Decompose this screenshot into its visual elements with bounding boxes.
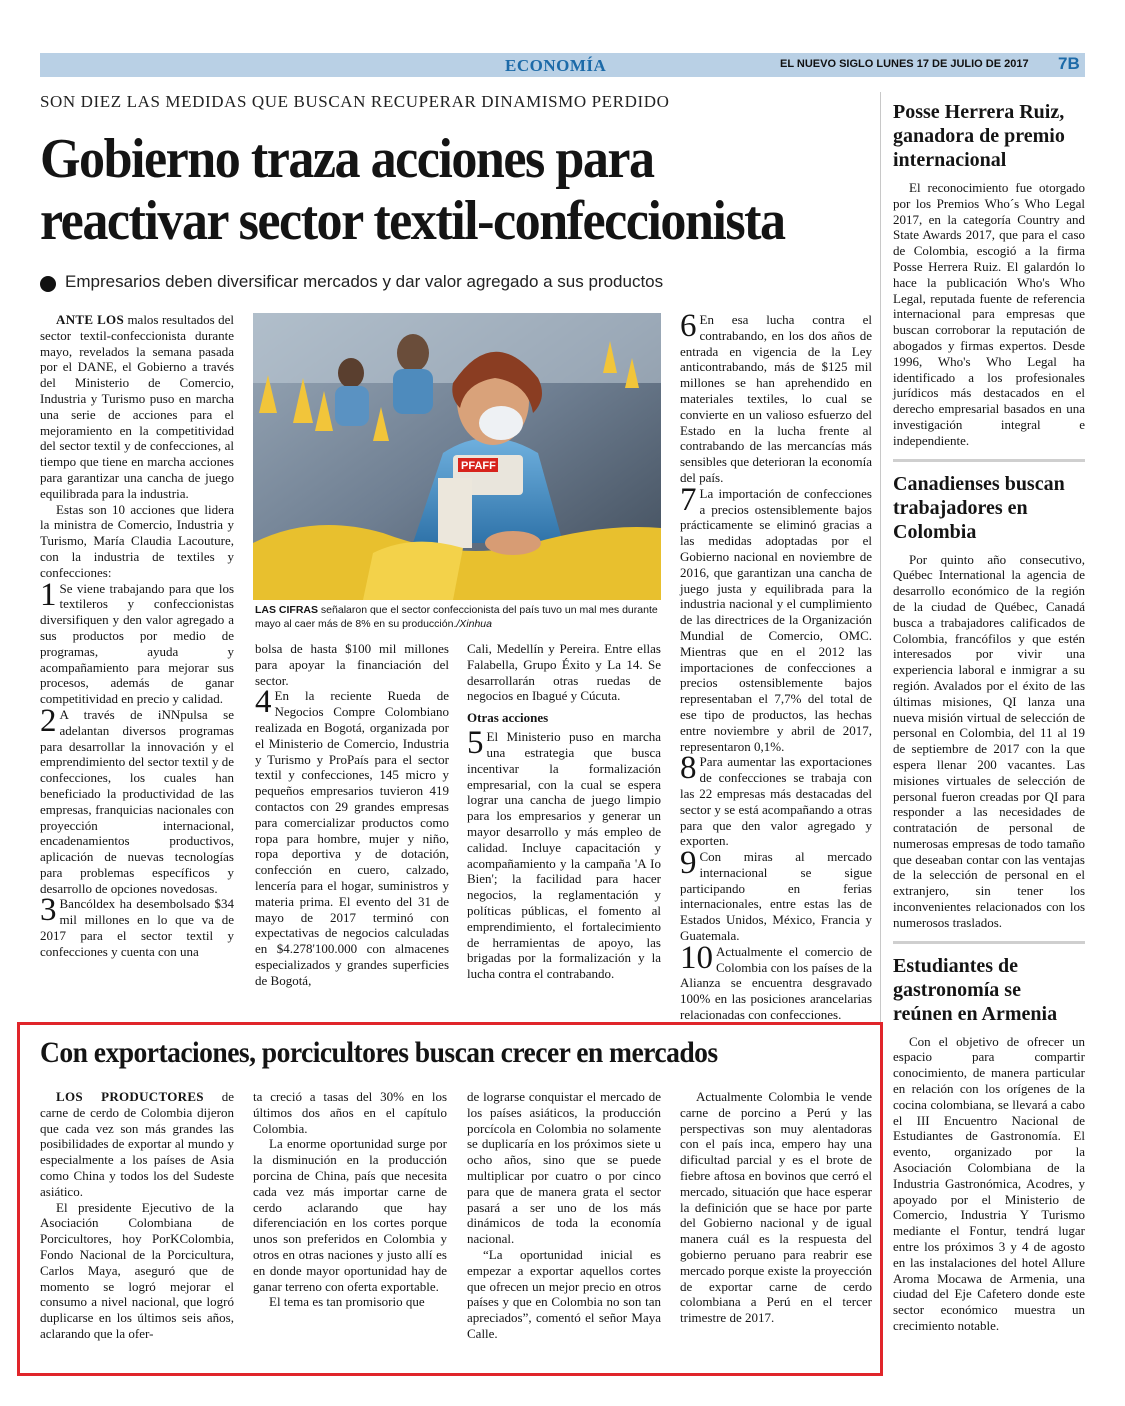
- action-item-9: [680, 845, 872, 944]
- item-text: Con miras al mercado internacional se sigue participando en ferias internacionales, entre estas las de Estados Unidos, México, Francia y Guatemala.: [680, 849, 872, 944]
- action-item-1: [40, 576, 234, 707]
- action-item-6: [680, 308, 872, 486]
- brief-canadienses: [893, 472, 1085, 931]
- item-number: 9: [680, 845, 697, 882]
- photo-credit: /Xinhua: [456, 617, 492, 630]
- action-item-3: [40, 892, 234, 959]
- pork-paragraph: La enorme oportunidad surge por la disminución en la producción porcina de China, país que necesita cada vez más importar carne de cerdo aclarando que hay diferenciación en los cortes porque unos son preferidos en Colombia y otros en otras naciones y justo allí es en donde mayor oportunidad hay de ganar terreno con oferta exportable.: [253, 1136, 447, 1294]
- action-item-2: [40, 702, 234, 897]
- pork-paragraph: “La oportunidad inicial es empezar a exportar aquellos cortes que ofrecen un mejor precio en otros países y que en Colombia no son tan apreciados”, comentó el señor Maya Calle.: [467, 1246, 661, 1341]
- pork-paragraph: El presidente Ejecutivo de la Asociación Colombiana de Porcicultores, hoy PorKColombia, Fondo Nacional de la Porcicultura, Carlos Maya, aseguró que de momento se logró mejorar el consumo a nivel nacional, que logró duplicarse en los últimos seis años, aclarando que la ofer-: [40, 1199, 234, 1341]
- caption-lead: LAS CIFRAS: [255, 604, 318, 616]
- pork-paragraph: El tema es tan promisorio que: [269, 1294, 425, 1310]
- caption-text: señalaron que el sector confeccionista del país tuvo un mal mes durante mayo al caer más de 8% en su producción.: [255, 604, 658, 630]
- item-number: 6: [680, 308, 697, 344]
- pork-column-1: [40, 1089, 234, 1342]
- bullet-icon: [40, 276, 56, 292]
- item-text: La importación de confecciones a precios ostensiblemente bajos prácticamente se eliminó gracias a las medidas adoptadas por el Gobierno nacional en noviembre de 2016, que garantizan una cancha de juego justa y equilibrada para la industria nacional y el cumplimiento de las directrices de la Organización Mundial de Comercio, OMC. Mientras que en el 2012 las importaciones de confecciones a precios ostensiblemente bajos representaban el 7,7% del total de ese tipo de productos, las hechas entre noviembre y abril de 2017, representaron 0,1%.: [680, 485, 872, 754]
- item-text: Bancóldex ha desembolsado $34 mil millones en lo que va de 2017 para el sector textil y confecciones y cuenta con una: [40, 896, 234, 959]
- brief-body: Por quinto año consecutivo, Québec International la agencia de desarrollo económico de la región de la ciudad de Québec, Canadá busca a trabajadores calificados de Colombia, francófilos y que estén interesados por vivir una experiencia laboral e inmigrar a su región. Avalados por el éxito de las últimas misiones, QI lanza una nueva misión virtual de selección de personal en Colombia, del 11 al 19 de septiembre de 2017 con la que espera llenar 200 vacantes. Las misiones virtuales de selección de personal fueron creadas por QI para responder a las necesidades de contratación de personal de numerosas empresas de todo tamaño que deseaban contar con las ventajas de la selección de personal en el extranjero, sin tener los inconvenientes relacionados con los numerosos traslados.: [893, 551, 1085, 930]
- item-number: 4: [255, 684, 272, 721]
- brief-gastronomia: [893, 954, 1085, 1334]
- item-text: Se viene trabajando para que los textileros y confeccionistas diversifiquen y den valor agregado a sus productos por medio de programas, ayuda y acompañamiento para mejorar sus procesos, además de ganar competitividad en precio y calidad.: [40, 580, 234, 707]
- article-column-4: [680, 308, 872, 1023]
- article-kicker: SON DIEZ LAS MEDIDAS QUE BUSCAN RECUPERAR DINAMISMO PERDIDO: [40, 92, 670, 111]
- item-text: Actualmente el comercio de Colombia con los países de la Alianza se encuentra desgravado 100% en las posiciones arancelarias relacionadas con confecciones.: [680, 943, 872, 1023]
- item-number: 1: [40, 576, 57, 613]
- item-number: 3: [40, 892, 57, 929]
- pork-paragraph: ta creció a tasas del 30% en los últimos dos años en el capítulo Colombia.: [253, 1089, 447, 1136]
- item-number: 7: [680, 481, 697, 518]
- action-item-7: [680, 481, 872, 755]
- lead-caps: LOS PRODUCTORES: [56, 1089, 204, 1104]
- item-4-continued: Cali, Medellín y Pereira. Entre ellas Falabella, Grupo Éxito y La 14. Se desarrollarán otras ruedas de negocios en Ibagué y Cúcuta.: [467, 641, 661, 704]
- photo-caption: [255, 604, 660, 631]
- article-headline: [40, 128, 812, 252]
- sidebar: [893, 100, 1085, 1334]
- pork-paragraph: Actualmente Colombia le vende carne de porcino a Perú y las perspectivas son muy alentadoras con el país inca, empero hay una dificultad parcial y es el brote de fiebre aftosa en bovinos que cerró el mercado, situación que hace esperar la definición que se hace por parte del Gobierno nacional y de igual manera cuál es la respuesta del gobierno peruano para reabrir ese mercado porque existe la proyección de exportar carne de cerdo colombiana a Perú en el tercer trimestre de 2017.: [680, 1089, 872, 1326]
- brief-title: Posse Herrera Ruiz, ganadora de premio internacional: [893, 101, 1065, 171]
- item-text: En esa lucha contra el contrabando, en los dos años de entrada en vigencia de la Ley anticontrabando, más de $125 mil millones se han aprehendido en materiales textiles, lo cual se convierte en un valioso esfuerzo del Estado en la lucha frente al contrabando de las mercancías más sensibles que deterioran la economía del país.: [680, 312, 872, 485]
- item-3-continued: bolsa de hasta $100 mil millones para apoyar la financiación del sector.: [255, 641, 449, 688]
- machine-brand: PFAFF: [461, 460, 496, 472]
- brief-title: Estudiantes de gastronomía se reúnen en Armenia: [893, 954, 1058, 1025]
- section-label: ECONOMÍA: [505, 56, 607, 75]
- page-number: 7B: [1058, 54, 1080, 73]
- pork-column-3: [467, 1089, 661, 1342]
- brief-separator: [893, 459, 1085, 462]
- article-column-2: [255, 641, 449, 989]
- brief-posse-herrera: [893, 100, 1085, 449]
- item-text: Para aumentar las exportaciones de confecciones se trabaja con las 22 empresas más destacadas del sector y se está acompañando a otras para que den valor agregado y exporten.: [680, 754, 872, 849]
- headline-line-2: reactivar sector textil-confeccionista: [40, 190, 785, 252]
- brief-separator: [893, 941, 1085, 944]
- item-number: 10: [680, 939, 713, 976]
- item-number: 5: [467, 725, 484, 762]
- brief-body: Con el objetivo de ofrecer un espacio para compartir conocimiento, de manera particular en relación con los orígenes de la cocina colombiana, se llevará a cabo el III Encuentro Nacional de Estudiantes de Gastronomía. El evento, organizado por la Asociación Colombiana de la Industria Gastronómica, Acodres, y apoyado por el Ministerio de Comercio, Industria Y Turismo mediante el Fontur, tendrá lugar entre los próximos 3 y 4 de agosto en las instalaciones del hotel Allure Aroma Mocawa de Armenia, una ciudad del Eje Cafetero donde este sector económico muestra un crecimiento notable.: [893, 1033, 1085, 1334]
- other-actions-heading: Otras acciones: [467, 710, 549, 726]
- brief-body: El reconocimiento fue otorgado por los Premios Who´s Who Legal 2017, en la categoría Country and State Awards 2017, que para el caso de Colombia, escogió a la firma Posse Herrera Ruiz. El galardón lo hace la publicación Who's Who Legal, reputada fuente de referencia internacional para empresas que buscan corroborar la reputación de abogados y firmas expertos. Desde 1996, Who's Who Legal ha identificado a los profesionales jurídicos más destacados en el derecho empresarial basados en una investigación integral e independiente.: [893, 180, 1085, 448]
- item-number: 2: [40, 702, 57, 739]
- pork-column-4: [680, 1089, 872, 1326]
- article-intro: [40, 312, 234, 502]
- pork-intro: [40, 1089, 234, 1200]
- article-column-1: [40, 312, 234, 960]
- lead-caps: ANTE LOS: [56, 312, 124, 327]
- headline-line-1: Gobierno traza acciones para: [40, 128, 654, 190]
- action-item-8: [680, 750, 872, 849]
- item-text: En la reciente Rueda de Negocios Compre Colombiano realizada en Bogotá, organizada por el Ministerio de Comercio, Industria y Turismo y ProPaís para el sector textil y confecciones, 145 micro y pequeños empresarios tuvieron 419 contactos con 29 grandes empresas para comercializar productos como ropa para hombre, mujer y niño, ropa deportiva y de dotación, confección en cuero, calzado, lencería para el hogar, suministros y materia prima. El evento del 31 de mayo de 2017 terminó con expectativas de negocios calculadas en $4.278'100.000 con almacenes especializados y grandes superficies de Bogotá,: [255, 688, 449, 988]
- item-number: 8: [680, 750, 697, 787]
- article-column-3: [467, 641, 661, 982]
- factory-photo: [253, 313, 661, 600]
- seamstress-image: [253, 313, 661, 600]
- article-intro-2: Estas son 10 acciones que lidera la ministra de Comercio, Industria y Turismo, María Claudia Lacouture, con la industria de textiles y confecciones:: [40, 501, 234, 580]
- action-item-4: [255, 684, 449, 988]
- intro-text: malos resultados del sector textil-confeccionista durante mayo, revelados la semana pasada por el DANE, el Gobierno a través del Ministerio de Comercio, Industria y Turismo puso en marcha una serie de acciones para el mejoramiento en la competitividad del sector textil y de confecciones, al tiempo que tiene en marcha acciones para garantizar una cancha de juego equilibrada para la industria.: [40, 312, 234, 501]
- intro-text: de carne de cerdo de Colombia dijeron que cada vez son más grandes las posibilidades de exportar al mundo y especialmente a los países de Asia como China y todos los del Sudeste asiático.: [40, 1089, 234, 1199]
- item-text: El Ministerio puso en marcha una estrategia que busca incentivar la formalización empresarial, con la cual se espera lograr una cancha de juego limpio para los empresarios y generar un mayor desarrollo y más empleo de calidad. Incluye capacitación y acompañamiento y la campaña 'A Io Bien'; la facilidad para hacer negocios, la reglamentación y políticas públicas, el fomento al emprendimiento, el fortalecimiento de herramientas de apoyo, las brigadas por la formalización y la lucha contra el contrabando.: [467, 729, 661, 982]
- pork-article-title: Con exportaciones, porcicultores buscan crecer en mercados: [40, 1036, 718, 1069]
- newspaper-date: EL NUEVO SIGLO LUNES 17 DE JULIO DE 2017: [780, 58, 1029, 70]
- item-text: A través de iNNpulsa se adelantan diversos programas para desarrollar la innovación y el emprendimiento del sector textil y de confecciones, los cuales han beneficiado la productividad de las empresas, franquicias nacionales con proyección internacional, encadenamientos productivos, aplicación de nuevas tecnologías para problemas específicos y desarrollo de opciones novedosas.: [40, 706, 234, 896]
- brief-title: Canadienses buscan trabajadores en Colombia: [893, 472, 1065, 543]
- pork-paragraph: de lograrse conquistar el mercado de los países asiáticos, la producción porcícola en Colombia no solamente se duplicaría en los próximos siete u ocho años, sino que se puede multiplicar por cuatro o por cinco para que de manera grata el sector pasará a ser uno de los más dinámicos de toda la economía nacional.: [467, 1089, 661, 1247]
- article-subhead: Empresarios deben diversificar mercados y dar valor agregado a sus productos: [65, 272, 664, 291]
- action-item-5: [467, 725, 661, 982]
- action-item-10: [680, 939, 872, 1023]
- pork-column-2: [253, 1089, 447, 1310]
